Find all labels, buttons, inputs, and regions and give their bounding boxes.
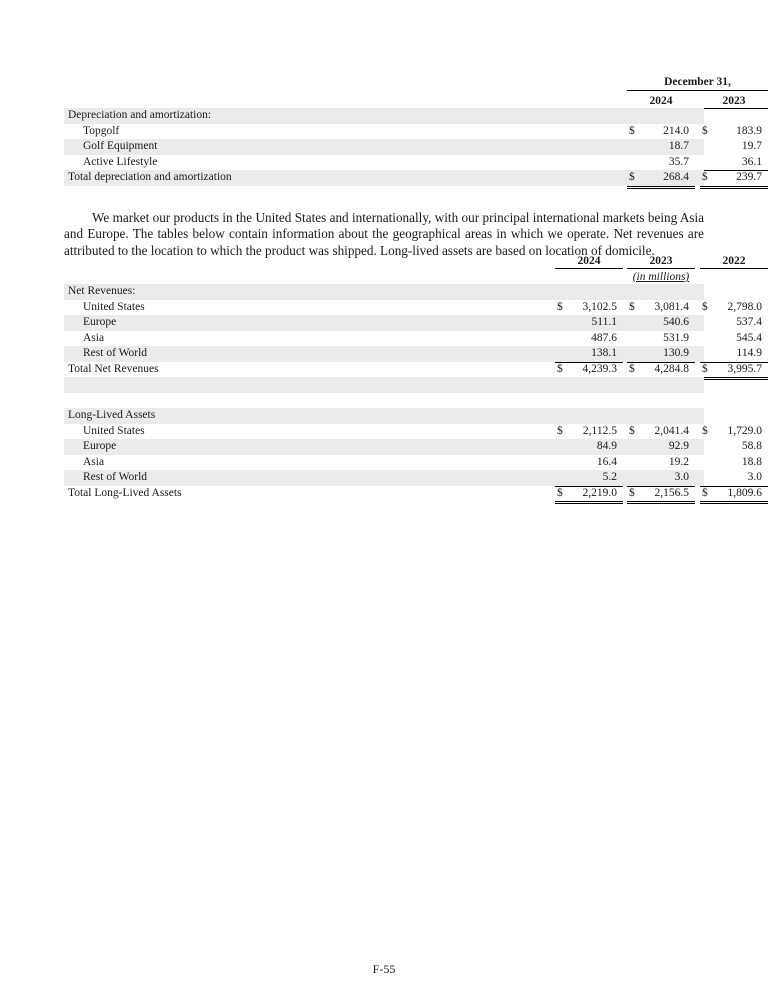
value-cell: 5.2 (555, 470, 623, 487)
total-row (64, 486, 762, 502)
total-label: Total Net Revenues (68, 362, 159, 375)
table-row (64, 124, 762, 140)
total-value-cell: $ 3,995.7 (700, 362, 768, 381)
value-cell: 18.8 (741, 455, 762, 468)
total-row (64, 170, 762, 186)
value-cell: $ 3,081.4 (629, 300, 689, 313)
value-cell: 531.9 (663, 331, 689, 344)
section-label: Depreciation and amortization: (68, 109, 212, 121)
table-row (64, 300, 762, 316)
row-label: United States (83, 424, 145, 437)
value-cell: 114.9 (700, 346, 768, 363)
row-label: Active Lifestyle (83, 155, 158, 168)
geographic-table (64, 254, 762, 501)
total-value-cell: $ 239.7 (700, 170, 768, 189)
section-label: Net Revenues: (68, 285, 136, 297)
value-cell: 3.0 (700, 470, 768, 487)
total-value-cell: $ 1,809.6 (700, 486, 768, 505)
spacer-row (64, 377, 704, 393)
section-label-row (64, 408, 704, 424)
total-value-cell: $ 268.4 (627, 170, 695, 189)
column-header-2024: 2024 (555, 255, 623, 269)
spacer-row (64, 393, 704, 409)
section-label-row (64, 108, 704, 124)
value-cell: 35.7 (627, 155, 695, 172)
body-paragraph: We market our products in the United States and internationally, with our principal international markets being Asia and Europe. The tables below contain information about the geographical areas in which we operate. Net revenues are attributed to the location to which the product was shipped. Long-lived assets are based on location of domicile. (64, 210, 704, 258)
total-label: Total Long-Lived Assets (68, 486, 182, 499)
geographic-table-header (64, 254, 746, 284)
total-value-cell: $ 4,284.8 (627, 362, 695, 381)
value-cell: $ 2,041.4 (629, 424, 689, 437)
table-row (64, 470, 762, 486)
page-number: F-55 (372, 962, 396, 976)
table-row (64, 139, 762, 155)
depreciation-table-header (64, 74, 746, 108)
row-label: Europe (83, 440, 117, 452)
value-cell: 511.1 (591, 316, 617, 328)
value-cell: 138.1 (555, 346, 623, 363)
value-cell: 540.6 (663, 316, 689, 328)
total-value-cell: $ 4,239.3 (555, 362, 623, 381)
value-cell: $ 2,798.0 (702, 300, 762, 313)
value-cell: 545.4 (736, 331, 762, 344)
table-row (64, 331, 762, 347)
column-header-2024: 2024 (627, 95, 695, 109)
value-cell: 92.9 (668, 440, 689, 452)
row-label: Asia (83, 455, 105, 468)
section-label: Long-Lived Assets (68, 409, 156, 421)
value-cell: $ 214.0 (629, 124, 689, 137)
value-cell: 84.9 (596, 440, 617, 452)
value-cell: 3.0 (627, 470, 695, 487)
table-row (64, 455, 762, 471)
row-label: Golf Equipment (83, 140, 158, 152)
value-cell: 537.4 (736, 316, 762, 328)
value-cell: 58.8 (741, 440, 762, 452)
value-cell: 19.7 (741, 140, 762, 152)
row-label: United States (83, 300, 145, 313)
value-cell: 36.1 (700, 155, 768, 172)
value-cell: $ 2,112.5 (557, 424, 617, 437)
total-value-cell: $ 2,219.0 (555, 486, 623, 505)
units-label: (in millions) (632, 271, 690, 283)
value-cell: 18.7 (668, 140, 689, 152)
value-cell: 130.9 (627, 346, 695, 363)
value-cell: $ 1,729.0 (702, 424, 762, 437)
total-value-cell: $ 2,156.5 (627, 486, 695, 505)
column-header-2023: 2023 (627, 255, 695, 269)
row-label: Europe (83, 316, 117, 328)
value-cell: 487.6 (591, 331, 617, 344)
period-group-header: December 31, (627, 76, 768, 91)
value-cell: 19.2 (668, 455, 689, 468)
column-header-2023: 2023 (700, 95, 768, 109)
row-label: Topgolf (83, 124, 120, 137)
total-row (64, 362, 762, 378)
table-row (64, 315, 762, 331)
row-label: Rest of World (83, 347, 148, 359)
table-row (64, 424, 762, 440)
value-cell: 16.4 (596, 455, 617, 468)
table-row (64, 155, 762, 171)
value-cell: $ 183.9 (702, 124, 762, 137)
column-header-2022: 2022 (700, 255, 768, 269)
depreciation-table (64, 74, 762, 186)
row-label: Rest of World (83, 471, 148, 483)
value-cell: $ 3,102.5 (557, 300, 617, 313)
total-label: Total depreciation and amortization (68, 171, 232, 183)
table-row (64, 346, 762, 362)
table-row (64, 439, 762, 455)
row-label: Asia (83, 331, 105, 344)
section-label-row (64, 284, 704, 300)
